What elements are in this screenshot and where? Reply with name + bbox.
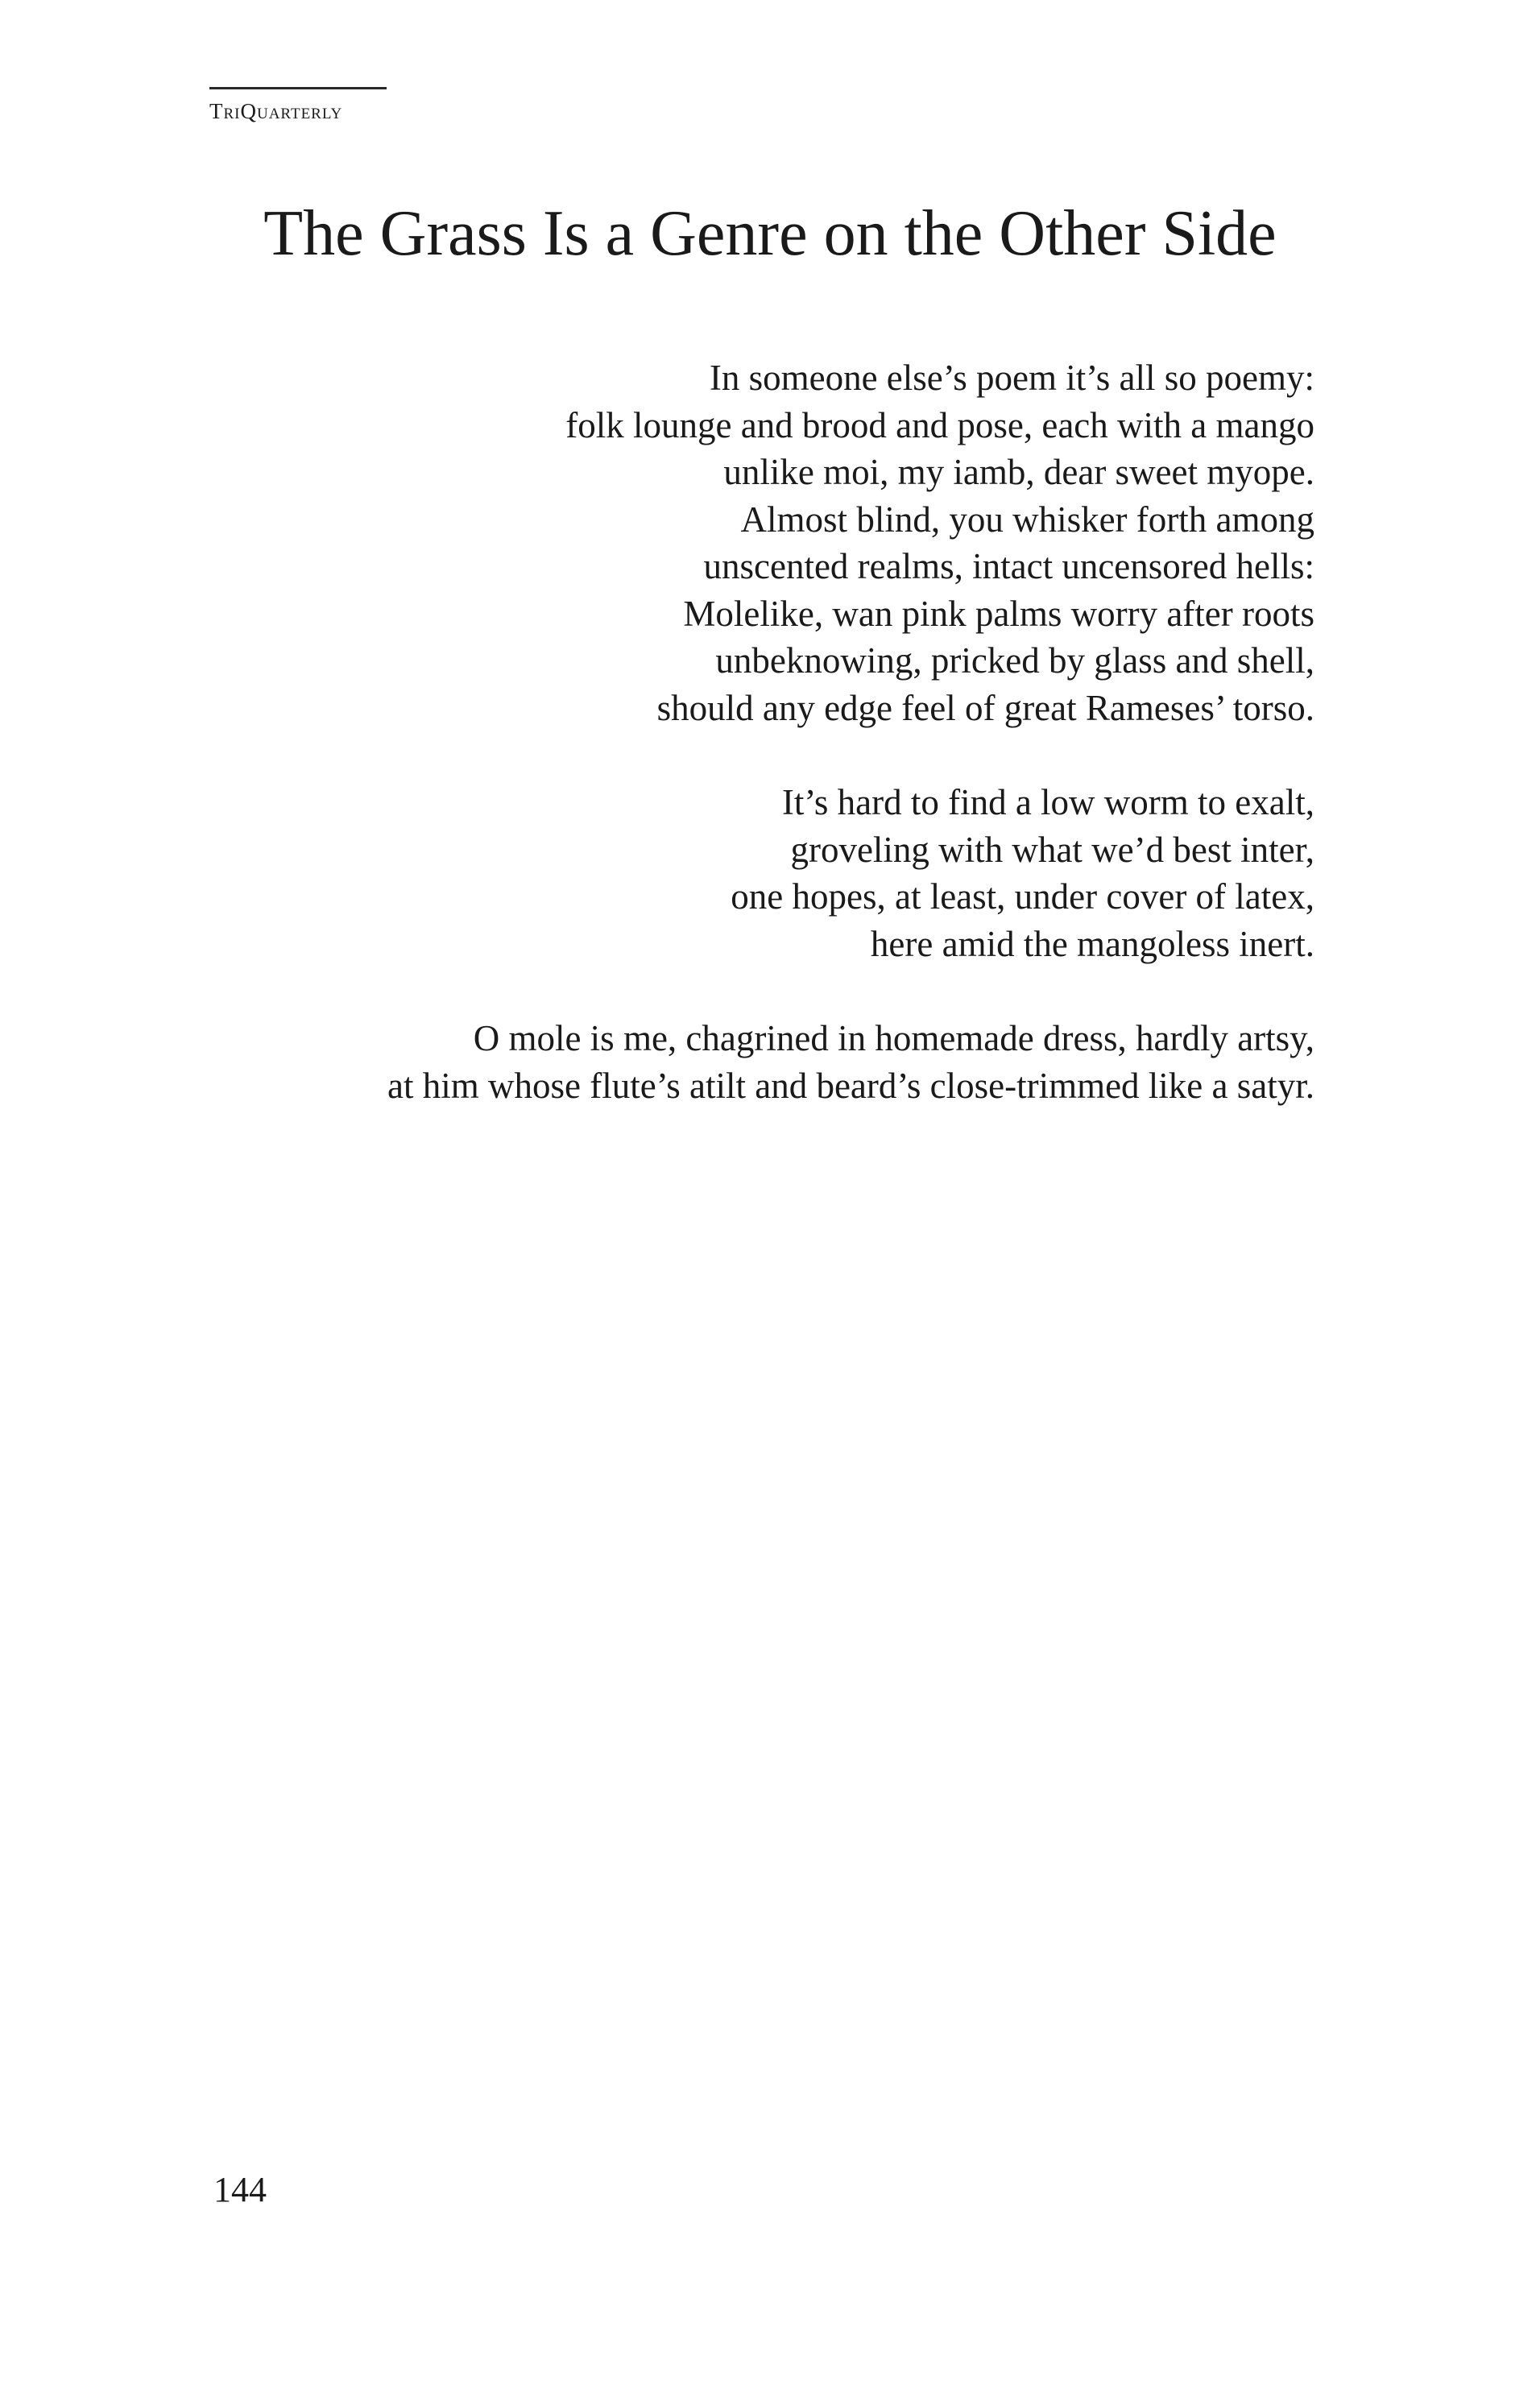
journal-name: TriQuarterly [209, 99, 343, 123]
poem-line: should any edge feel of great Rameses’ torso. [656, 687, 1314, 728]
poem-line: at him whose flute’s atilt and beard’s close-trimmed like a satyr. [387, 1065, 1314, 1106]
stanza-2 [187, 779, 1314, 967]
poem-body [187, 354, 1314, 1109]
poem-line: one hopes, at least, under cover of latex, [731, 876, 1314, 917]
poem-title: The Grass Is a Genre on the Other Side [263, 198, 1277, 269]
poem-line: here amid the mangoless inert. [870, 923, 1314, 964]
running-head [209, 87, 395, 124]
stanza-3 [187, 1015, 1314, 1109]
poem-line: O mole is me, chagrined in homemade dress, hardly artsy, [473, 1018, 1314, 1058]
poem-line: folk lounge and brood and pose, each with a mango [565, 404, 1314, 445]
poem-line: unscented realms, intact uncensored hells: [703, 546, 1314, 586]
poem-line: unbeknowing, pricked by glass and shell, [715, 640, 1314, 681]
poem-line: It’s hard to find a low worm to exalt, [781, 782, 1314, 822]
running-head-rule [209, 87, 387, 89]
poem-line: Almost blind, you whisker forth among [740, 499, 1314, 540]
poem-line: Molelike, wan pink palms worry after roots [683, 593, 1314, 634]
stanza-1 [187, 354, 1314, 731]
poem-line: groveling with what we’d best inter, [790, 829, 1314, 870]
poem-line: In someone else’s poem it’s all so poemy: [709, 358, 1314, 398]
page-number: 144 [213, 2170, 267, 2209]
poem-line: unlike moi, my iamb, dear sweet myope. [723, 452, 1314, 492]
